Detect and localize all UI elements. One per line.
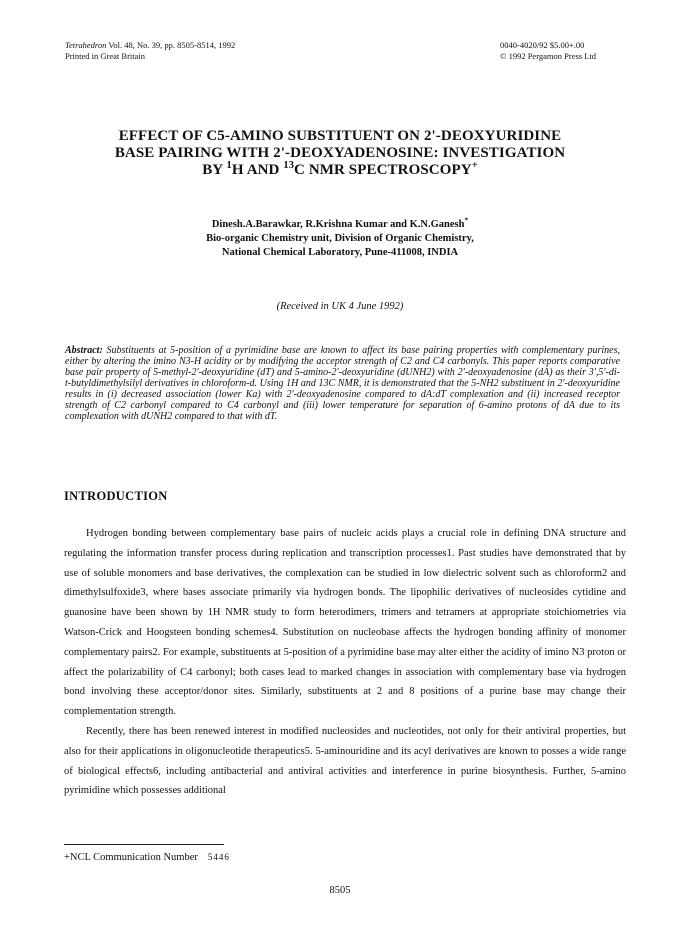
author-names: Dinesh.A.Barawkar, R.Krishna Kumar and K.N.Ganesh*: [211, 215, 469, 230]
footnote-text: +NCL Communication Number: [64, 852, 198, 863]
journal-header: [65, 40, 235, 62]
footnote-rule: [64, 844, 224, 845]
paragraph-2: Recently, there has been renewed interest in modified nucleosides and nucleotides, not only for their antiviral properties, but also for their applications in oligonucleotide therapeutics5. 5-aminouridine and its acyl derivatives are known to posses a wide range of biological effects6, including antibacterial and antiviral activities and interference in purine biosynthesis. Further, 5-amino pyrimidine which possesses additional: [64, 725, 626, 797]
received-date: (Received in UK 4 June 1992): [276, 301, 404, 312]
footnote: [64, 852, 230, 863]
title-line-1: EFFECT OF C5-AMINO SUBSTITUENT ON 2'-DEOXYURIDINE: [118, 128, 562, 144]
title-line-2: BASE PAIRING WITH 2'-DEOXYADENOSINE: INVESTIGATION: [114, 145, 566, 161]
paper-title: [40, 128, 640, 179]
publisher-header: [500, 40, 596, 62]
introduction-body: [64, 524, 626, 801]
section-heading-introduction: INTRODUCTION: [64, 489, 168, 503]
page-number: 8505: [329, 885, 351, 896]
copyright: © 1992 Pergamon Press Ltd: [500, 51, 597, 61]
abstract: [65, 345, 620, 422]
communication-number: 5446: [207, 852, 230, 862]
affiliation-line-1: Bio-organic Chemistry unit, Division of Organic Chemistry,: [206, 233, 474, 244]
volume-info: Vol. 48, No. 39, pp. 8505-8514, 1992: [108, 40, 236, 50]
abstract-text: Substituents at 5-position of a pyrimidine base are known to affect its base pairing properties with complementary purines, either by altering the imino N3-H acidity or by modifying the acceptor strength of C2 and C4 carbonyls. This paper reports comparative base pair property of 5-methyl-2'-deoxyuridine (dT) and 5-amino-2'-deoxyuridine (dUNH2) with 2'-deoxyadenosine (dA) as their 3',5'-di-t-butyldimethylsilyl derivatives in chloroform-d. Using 1H and 13C NMR, it is demonstrated that the 5-NH2 substituent in 2'-deoxyuridine results in (i) decreased association (lower Ka) with 2'-deoxyadenosine compared to dA:dT complexation and (ii) increased receptor strength of C2 carbonyl compared to C4 carbonyl and (iii) lower temperature for separation of 6-amino protons of dA due to its complexation with dUNH2 compared to that with dT.: [65, 345, 620, 422]
paragraph-1: Hydrogen bonding between complementary base pairs of nucleic acids plays a crucial role in defining DNA structure and regulating the information transfer process during replication and transcription processes1. Past studies have demonstrated that by use of soluble monomers and base derivatives, the complexation can be studied in low dielectric solvent such as chloroform2 and dimethylsulfoxide3, where bases associate primarily via hydrogen bonds. The lipophilic derivatives of nucleosides cytidine and guanosine have been shown by 1H NMR study to form heterodimers, trimers and tetramers at appropriate stoichiometries via Watson-Crick and Hoogsteen bonding schemes4. Substitution on nucleobase affects the hydrogen bonding affinity of monomer complementary pairs2. For example, substituents at 5-position of a pyrimidine base may alter either the acidity of imino N3 proton or affect the polarizability of C4 carbonyl; both cases lead to marked changes in association with complementary base via hydrogen bond involving these acceptor/donor sites. Similarly, substituents at 2 and 8 positions of a purine base may change their complementation strength.: [64, 528, 626, 718]
abstract-label: Abstract:: [65, 345, 103, 356]
printed-location: Printed in Great Britain: [65, 51, 146, 61]
journal-name: Tetrahedron: [65, 40, 107, 50]
issn-price: 0040-4020/92 $5.00+.00: [500, 40, 585, 50]
affiliation-line-2: National Chemical Laboratory, Pune-411008, INDIA: [221, 247, 459, 258]
title-line-3: BY $^1$H AND $^{13}$C NMR SPECTROSCOPY+: [202, 160, 478, 178]
author-block: [60, 215, 620, 260]
